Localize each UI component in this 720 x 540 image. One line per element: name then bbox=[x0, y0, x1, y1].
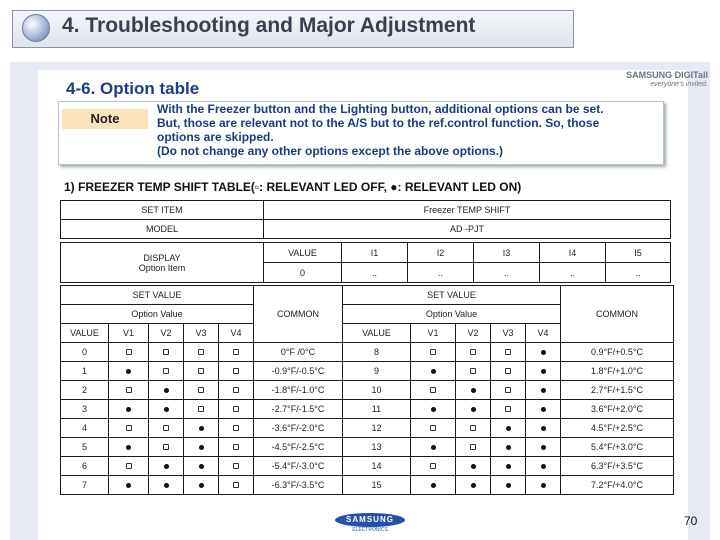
led-cell bbox=[184, 438, 219, 457]
led-on-icon bbox=[541, 445, 546, 450]
led-off-icon bbox=[233, 368, 239, 374]
samsung-electronics-logo: SAMSUNG ELECTRONICS bbox=[335, 513, 405, 533]
temp-shift-table-body bbox=[61, 286, 674, 495]
display-option-table bbox=[60, 242, 671, 283]
led-off-icon bbox=[505, 387, 511, 393]
row-value: 1 bbox=[61, 362, 109, 381]
row-value: 8 bbox=[343, 343, 411, 362]
led-cell bbox=[184, 457, 219, 476]
col-header: V3 bbox=[184, 324, 219, 343]
col-header: V2 bbox=[149, 324, 184, 343]
table-row bbox=[61, 343, 674, 362]
led-on-icon bbox=[164, 464, 169, 469]
row-common-value: -0.9°F/-0.5°C bbox=[254, 362, 343, 381]
led-on-icon bbox=[541, 388, 546, 393]
row-value: 4 bbox=[61, 419, 109, 438]
led-cell bbox=[149, 400, 184, 419]
led-on-icon bbox=[471, 464, 476, 469]
led-on-icon bbox=[199, 483, 204, 488]
led-off-icon bbox=[126, 387, 132, 393]
row-value: 5 bbox=[61, 438, 109, 457]
led-off-icon bbox=[233, 482, 239, 488]
led-off-icon bbox=[505, 349, 511, 355]
display-option-item-label: DISPLAY Option Item bbox=[61, 243, 264, 283]
led-on-icon bbox=[506, 426, 511, 431]
led-off-icon bbox=[430, 463, 436, 469]
led-cell bbox=[219, 400, 254, 419]
led-cell bbox=[109, 419, 149, 438]
section-title: 4-6. Option table bbox=[66, 79, 200, 98]
row-common-value: 4.5°F/+2.5°C bbox=[561, 419, 674, 438]
display-header: I5 bbox=[606, 243, 671, 263]
led-cell bbox=[219, 476, 254, 495]
led-cell bbox=[149, 438, 184, 457]
display-header: I4 bbox=[540, 243, 606, 263]
row-value: 9 bbox=[343, 362, 411, 381]
led-cell bbox=[526, 381, 561, 400]
led-cell bbox=[526, 362, 561, 381]
led-cell bbox=[411, 419, 456, 438]
row-value: 12 bbox=[343, 419, 411, 438]
led-on-icon bbox=[431, 483, 436, 488]
table-row bbox=[61, 286, 674, 305]
table-row bbox=[61, 201, 671, 220]
led-off-icon bbox=[430, 425, 436, 431]
led-cell bbox=[149, 419, 184, 438]
display-value: .. bbox=[474, 263, 540, 283]
led-cell bbox=[184, 381, 219, 400]
led-off-icon bbox=[233, 406, 239, 412]
row-common-value: 1.8°F/+1.0°C bbox=[561, 362, 674, 381]
led-on-icon bbox=[541, 350, 546, 355]
note-text: With the Freezer button and the Lighting button, additional options can be set. But, those are relevant not to the A/S but to the ref.control function. So, those options are skipped. (Do not change any other options except the above options.) bbox=[157, 102, 604, 158]
right-option-value-header: Option Value bbox=[343, 305, 561, 324]
col-header: VALUE bbox=[61, 324, 109, 343]
led-off-icon bbox=[470, 425, 476, 431]
set-item-table bbox=[60, 200, 671, 239]
led-cell bbox=[526, 400, 561, 419]
led-cell bbox=[456, 438, 491, 457]
display-value: .. bbox=[606, 263, 671, 283]
led-on-icon bbox=[506, 464, 511, 469]
led-off-icon bbox=[430, 387, 436, 393]
row-common-value: 0°F /0°C bbox=[254, 343, 343, 362]
row-value: 11 bbox=[343, 400, 411, 419]
led-off-icon bbox=[505, 368, 511, 374]
led-cell bbox=[526, 419, 561, 438]
col-header: V1 bbox=[411, 324, 456, 343]
row-common-value: 0.9°F/+0.5°C bbox=[561, 343, 674, 362]
led-on-icon bbox=[541, 426, 546, 431]
row-value: 2 bbox=[61, 381, 109, 400]
temp-shift-table bbox=[60, 285, 674, 495]
left-set-value-header: SET VALUE bbox=[61, 286, 254, 305]
table-row bbox=[61, 362, 674, 381]
led-cell bbox=[456, 362, 491, 381]
led-off-icon bbox=[470, 349, 476, 355]
led-off-icon bbox=[163, 349, 169, 355]
led-cell bbox=[109, 438, 149, 457]
led-cell bbox=[184, 343, 219, 362]
page-number: 70 bbox=[684, 514, 698, 528]
led-off-icon bbox=[126, 425, 132, 431]
led-on-icon bbox=[431, 445, 436, 450]
led-cell bbox=[491, 343, 526, 362]
led-off-icon bbox=[198, 406, 204, 412]
led-cell bbox=[491, 381, 526, 400]
table-row bbox=[61, 419, 674, 438]
row-value: 14 bbox=[343, 457, 411, 476]
led-cell bbox=[456, 419, 491, 438]
led-cell bbox=[109, 457, 149, 476]
led-on-icon bbox=[199, 464, 204, 469]
led-cell bbox=[219, 343, 254, 362]
led-off-icon bbox=[233, 387, 239, 393]
led-cell bbox=[219, 419, 254, 438]
led-on-icon bbox=[126, 445, 131, 450]
col-header: VALUE bbox=[343, 324, 411, 343]
row-common-value: -5.4°F/-3.0°C bbox=[254, 457, 343, 476]
led-off-icon bbox=[233, 425, 239, 431]
display-value: 0 bbox=[264, 263, 342, 283]
table-row bbox=[61, 220, 671, 239]
model-value: AD -PJT bbox=[264, 220, 671, 239]
row-value: 0 bbox=[61, 343, 109, 362]
led-off-icon bbox=[505, 406, 511, 412]
led-cell bbox=[219, 457, 254, 476]
led-off-icon bbox=[430, 349, 436, 355]
left-common-header: COMMON bbox=[254, 286, 343, 343]
led-on-icon bbox=[506, 483, 511, 488]
row-common-value: -3.6°F/-2.0°C bbox=[254, 419, 343, 438]
led-on-icon bbox=[541, 483, 546, 488]
right-set-value-header: SET VALUE bbox=[343, 286, 561, 305]
led-cell bbox=[184, 476, 219, 495]
led-on-icon bbox=[541, 407, 546, 412]
display-value: .. bbox=[342, 263, 408, 283]
led-on-icon bbox=[431, 369, 436, 374]
led-cell bbox=[526, 438, 561, 457]
led-on-icon bbox=[506, 445, 511, 450]
led-on-icon bbox=[164, 388, 169, 393]
led-cell bbox=[411, 476, 456, 495]
row-value: 3 bbox=[61, 400, 109, 419]
led-cell bbox=[109, 343, 149, 362]
led-on-icon bbox=[126, 369, 131, 374]
row-common-value: 3.6°F/+2.0°C bbox=[561, 400, 674, 419]
led-cell bbox=[456, 343, 491, 362]
led-on-icon bbox=[164, 483, 169, 488]
led-off-icon bbox=[126, 349, 132, 355]
led-off-icon bbox=[198, 368, 204, 374]
led-off-icon bbox=[233, 444, 239, 450]
led-cell bbox=[149, 343, 184, 362]
led-cell bbox=[526, 476, 561, 495]
led-cell bbox=[219, 438, 254, 457]
set-item-label: SET ITEM bbox=[61, 201, 264, 220]
row-value: 6 bbox=[61, 457, 109, 476]
model-label: MODEL bbox=[61, 220, 264, 239]
samsung-digitall-logo: SAMSUNG DIGITall everyone's invited. bbox=[626, 70, 708, 88]
row-value: 7 bbox=[61, 476, 109, 495]
led-cell bbox=[411, 400, 456, 419]
col-header: V1 bbox=[109, 324, 149, 343]
led-cell bbox=[491, 457, 526, 476]
led-cell bbox=[456, 457, 491, 476]
table-title: 1) FREEZER TEMP SHIFT TABLE(▫: RELEVANT LED OFF, ●: RELEVANT LED ON) bbox=[64, 180, 522, 194]
page-title: 4. Troubleshooting and Major Adjustment bbox=[62, 14, 476, 37]
row-common-value: 2.7°F/+1.5°C bbox=[561, 381, 674, 400]
table-row bbox=[61, 438, 674, 457]
table-row bbox=[61, 400, 674, 419]
led-off-icon bbox=[470, 368, 476, 374]
led-cell bbox=[149, 362, 184, 381]
led-off-icon bbox=[233, 463, 239, 469]
led-off-icon bbox=[163, 368, 169, 374]
display-header: I2 bbox=[408, 243, 474, 263]
row-common-value: -6.3°F/-3.5°C bbox=[254, 476, 343, 495]
led-cell bbox=[149, 457, 184, 476]
row-value: 15 bbox=[343, 476, 411, 495]
led-cell bbox=[109, 400, 149, 419]
row-value: 10 bbox=[343, 381, 411, 400]
row-common-value: 5.4°F/+3.0°C bbox=[561, 438, 674, 457]
led-on-icon bbox=[541, 369, 546, 374]
led-off-icon bbox=[233, 349, 239, 355]
led-on-icon bbox=[541, 464, 546, 469]
led-cell bbox=[219, 362, 254, 381]
led-on-icon bbox=[164, 407, 169, 412]
row-common-value: -4.5°F/-2.5°C bbox=[254, 438, 343, 457]
led-off-icon bbox=[198, 387, 204, 393]
led-cell bbox=[456, 381, 491, 400]
led-cell bbox=[491, 400, 526, 419]
set-item-value: Freezer TEMP SHIFT bbox=[264, 201, 671, 220]
led-on-icon bbox=[126, 483, 131, 488]
row-value: 13 bbox=[343, 438, 411, 457]
led-cell bbox=[491, 438, 526, 457]
col-header: V3 bbox=[491, 324, 526, 343]
led-cell bbox=[109, 381, 149, 400]
led-cell bbox=[149, 476, 184, 495]
display-header: VALUE bbox=[264, 243, 342, 263]
col-header: V4 bbox=[526, 324, 561, 343]
led-on-icon bbox=[199, 426, 204, 431]
table-row bbox=[61, 243, 671, 263]
led-off-icon bbox=[163, 444, 169, 450]
led-off-icon bbox=[126, 463, 132, 469]
table-row bbox=[61, 457, 674, 476]
led-on-icon bbox=[431, 407, 436, 412]
led-cell bbox=[411, 457, 456, 476]
table-row bbox=[61, 476, 674, 495]
led-on-icon bbox=[471, 483, 476, 488]
slide-header bbox=[0, 0, 720, 60]
led-cell bbox=[411, 438, 456, 457]
display-header: I1 bbox=[342, 243, 408, 263]
led-on-icon bbox=[199, 445, 204, 450]
led-cell bbox=[491, 419, 526, 438]
display-header: I3 bbox=[474, 243, 540, 263]
note-label: Note bbox=[62, 109, 148, 129]
led-off-icon bbox=[470, 444, 476, 450]
led-on-icon bbox=[126, 407, 131, 412]
led-cell bbox=[184, 362, 219, 381]
led-cell bbox=[526, 457, 561, 476]
right-common-header: COMMON bbox=[561, 286, 674, 343]
led-cell bbox=[149, 381, 184, 400]
display-value: .. bbox=[408, 263, 474, 283]
led-off-icon bbox=[163, 425, 169, 431]
row-common-value: -2.7°F/-1.5°C bbox=[254, 400, 343, 419]
led-on-icon bbox=[471, 407, 476, 412]
table-row bbox=[61, 381, 674, 400]
led-cell bbox=[411, 362, 456, 381]
led-cell bbox=[219, 381, 254, 400]
col-header: V4 bbox=[219, 324, 254, 343]
led-on-icon bbox=[471, 388, 476, 393]
display-value: .. bbox=[540, 263, 606, 283]
left-option-value-header: Option Value bbox=[61, 305, 254, 324]
header-bullet-icon bbox=[22, 14, 50, 42]
led-cell bbox=[411, 343, 456, 362]
led-cell bbox=[184, 400, 219, 419]
led-cell bbox=[491, 476, 526, 495]
row-common-value: -1.8°F/-1.0°C bbox=[254, 381, 343, 400]
col-header: V2 bbox=[456, 324, 491, 343]
led-cell bbox=[109, 476, 149, 495]
row-common-value: 7.2°F/+4.0°C bbox=[561, 476, 674, 495]
led-cell bbox=[456, 400, 491, 419]
led-off-icon bbox=[198, 349, 204, 355]
led-cell bbox=[411, 381, 456, 400]
led-cell bbox=[526, 343, 561, 362]
led-cell bbox=[491, 362, 526, 381]
row-common-value: 6.3°F/+3.5°C bbox=[561, 457, 674, 476]
led-cell bbox=[109, 362, 149, 381]
led-cell bbox=[456, 476, 491, 495]
led-cell bbox=[184, 419, 219, 438]
